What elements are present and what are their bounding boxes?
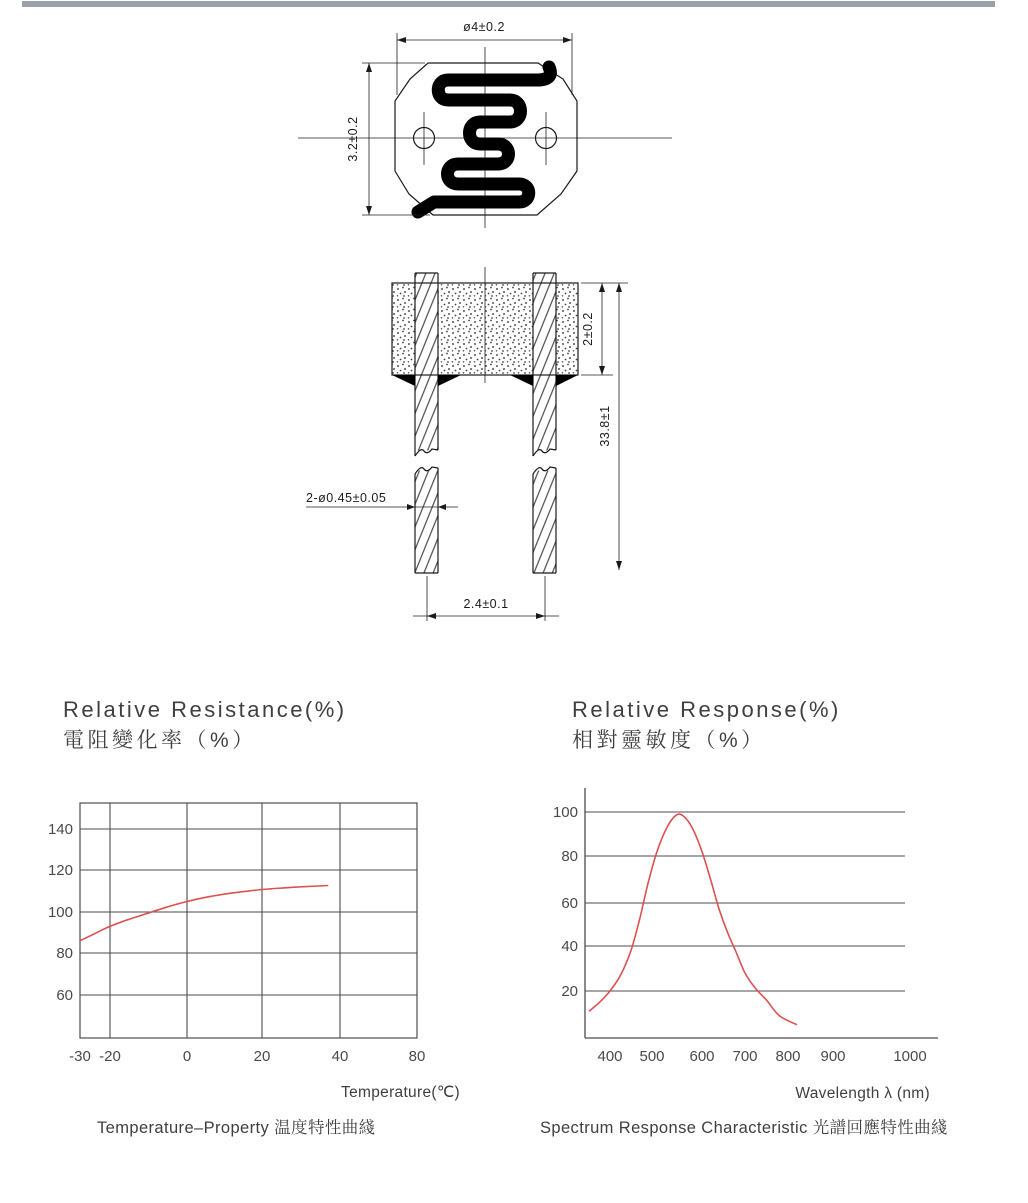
x-tick-label: -30 (69, 1048, 91, 1065)
left-lead (415, 273, 438, 573)
temperature-property-plot (48, 803, 425, 1065)
data-curve (80, 886, 328, 941)
x-tick-label: 1000 (893, 1048, 927, 1065)
left-chart-x-axis-label: Temperature(℃) (341, 1084, 460, 1101)
x-tick-label: 900 (820, 1048, 846, 1065)
y-tick-label: 140 (47, 821, 73, 838)
dimension-lead-spacing (413, 576, 559, 621)
left-chart-caption: Temperature–Property 温度特性曲綫 (97, 1119, 376, 1137)
data-curve (589, 814, 797, 1025)
y-tick-label: 120 (47, 862, 73, 879)
dim-label-diameter: ø4±0.2 (463, 20, 505, 34)
x-tick-label: 80 (408, 1048, 426, 1065)
dimension-height (346, 63, 430, 215)
dim-label-lead-spacing: 2.4±0.1 (463, 597, 509, 611)
left-chart-title-en: Relative Resistance(%) (63, 697, 347, 722)
right-chart-title (572, 694, 841, 756)
side-view (306, 267, 628, 621)
x-tick-label: 400 (597, 1048, 623, 1065)
plot-border (80, 803, 417, 1038)
dim-label-total-length: 33.8±1 (598, 405, 612, 447)
x-tick-label: -20 (99, 1048, 121, 1065)
x-tick-label: 700 (732, 1048, 758, 1065)
spectrum-response-plot (553, 788, 938, 1065)
y-tick-label: 60 (561, 895, 578, 912)
left-chart-title-zh: 電阻變化率（%） (63, 729, 257, 752)
dim-label-lead-diameter: 2-ø0.45±0.05 (306, 491, 387, 505)
dim-label-body-height: 2±0.2 (581, 312, 595, 346)
right-chart-x-axis-label: Wavelength λ (nm) (795, 1085, 930, 1102)
y-tick-label: 100 (552, 804, 578, 821)
left-chart-title (63, 694, 347, 756)
y-tick-label: 20 (561, 983, 578, 1000)
y-tick-label: 80 (56, 945, 73, 962)
x-tick-label: 800 (775, 1048, 801, 1065)
dimension-body-height (581, 283, 628, 375)
top-view (298, 20, 672, 228)
serpentine-photo-track (418, 67, 550, 212)
y-tick-label: 80 (561, 848, 578, 865)
right-chart-title-zh: 相對靈敏度（%） (572, 729, 766, 752)
y-tick-label: 40 (561, 938, 578, 955)
dim-label-height: 3.2±0.2 (346, 116, 360, 162)
y-tick-label: 60 (56, 987, 73, 1004)
right-lead (533, 273, 556, 573)
x-tick-label: 500 (639, 1048, 665, 1065)
charts-layer (48, 788, 938, 1065)
x-tick-label: 20 (253, 1048, 271, 1065)
x-tick-label: 600 (689, 1048, 715, 1065)
x-tick-label: 40 (331, 1048, 349, 1065)
y-tick-label: 100 (47, 904, 73, 921)
right-chart-caption: Spectrum Response Characteristic 光譜回應特性曲綫 (540, 1119, 948, 1137)
right-chart-title-en: Relative Response(%) (572, 697, 841, 722)
x-tick-label: 0 (182, 1048, 192, 1065)
